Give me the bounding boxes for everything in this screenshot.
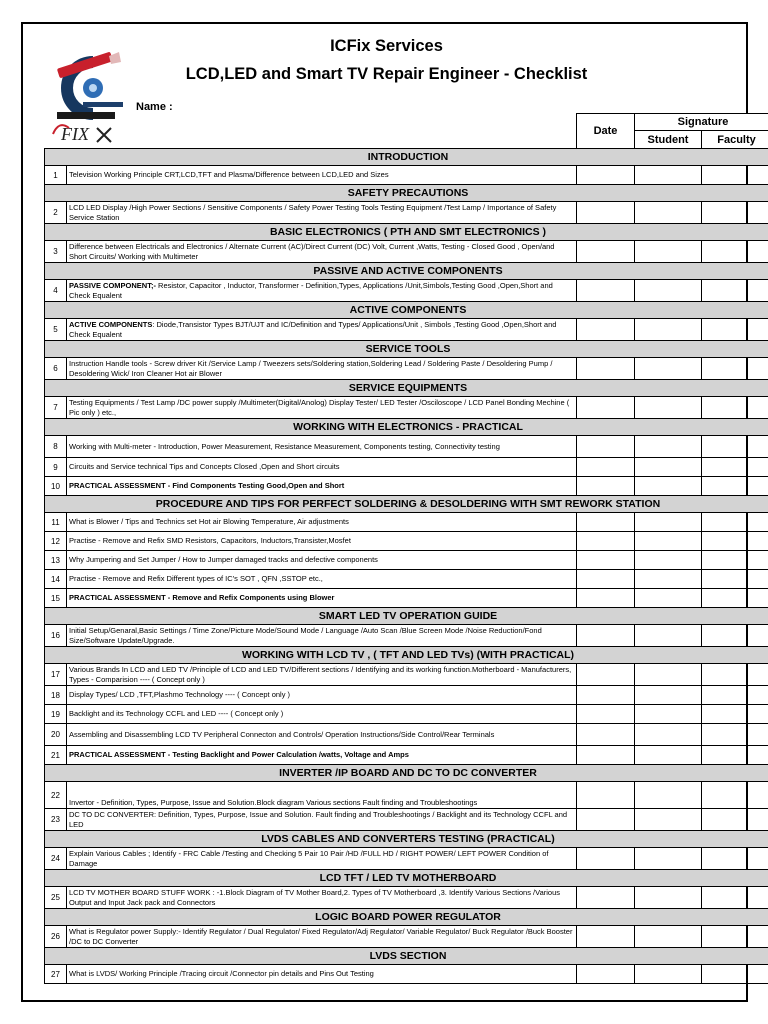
section-title: SERVICE TOOLS (45, 341, 768, 358)
student-signature-cell[interactable] (635, 589, 702, 608)
date-cell[interactable] (577, 477, 635, 496)
item-bold-text: ACTIVE COMPONENTS (69, 319, 153, 329)
item-description (67, 551, 577, 570)
student-signature-cell[interactable] (635, 746, 702, 765)
student-signature-cell[interactable] (635, 782, 702, 809)
faculty-signature-cell[interactable] (702, 513, 768, 532)
item-description (67, 589, 577, 608)
item-number: 23 (45, 809, 67, 831)
student-signature-cell[interactable] (635, 241, 702, 263)
section-row (45, 263, 768, 280)
student-signature-cell[interactable] (635, 532, 702, 551)
faculty-signature-cell[interactable] (702, 458, 768, 477)
faculty-signature-cell[interactable] (702, 724, 768, 746)
item-description (67, 848, 577, 870)
student-signature-cell[interactable] (635, 397, 702, 419)
faculty-signature-cell[interactable] (702, 782, 768, 809)
date-cell[interactable] (577, 625, 635, 647)
date-cell[interactable] (577, 241, 635, 263)
item-text: Testing Equipments / Test Lamp /DC power supply /Multimeter(Digital/Anolog) Display Tester/ LED Tester /Osciloscope / LCD Panel Bonding Mechine ( Pic only ) etc., (69, 397, 570, 417)
item-text: LCD LED Display /High Power Sections / Sensitive Components / Safety Power Testing Tools Testing Equipment /Test Lamp / Importance of Safety Service Station (69, 202, 557, 222)
faculty-signature-cell[interactable] (702, 280, 768, 302)
item-text: Television Working Principle CRT,LCD,TFT and Plasma/Difference between LCD,LED and Sizes (69, 170, 389, 179)
item-number: 17 (45, 664, 67, 686)
item-description (67, 809, 577, 831)
student-signature-cell[interactable] (635, 358, 702, 380)
checklist-item-row (45, 625, 768, 647)
faculty-signature-cell[interactable] (702, 848, 768, 870)
checklist-item-row (45, 664, 768, 686)
item-description (67, 926, 577, 948)
checklist-item-row (45, 589, 768, 608)
student-signature-cell[interactable] (635, 887, 702, 909)
checklist-item-row (45, 848, 768, 870)
section-row (45, 647, 768, 664)
faculty-signature-cell[interactable] (702, 625, 768, 647)
item-number: 9 (45, 458, 67, 477)
item-number: 21 (45, 746, 67, 765)
item-number: 27 (45, 965, 67, 984)
checklist-item-row (45, 436, 768, 458)
item-description (67, 570, 577, 589)
date-cell[interactable] (577, 705, 635, 724)
student-signature-cell[interactable] (635, 513, 702, 532)
item-bold-text: PRACTICAL ASSESSMENT - Testing Backlight and Power Calculation /watts, Voltage and Amps (69, 750, 409, 759)
faculty-signature-cell[interactable] (702, 887, 768, 909)
checklist-item-row (45, 809, 768, 831)
student-header: Student (635, 131, 702, 149)
checklist-item-row (45, 926, 768, 948)
date-cell[interactable] (577, 166, 635, 185)
checklist-item-row (45, 166, 768, 185)
item-number: 10 (45, 477, 67, 496)
faculty-signature-cell[interactable] (702, 746, 768, 765)
student-signature-cell[interactable] (635, 458, 702, 477)
item-text: Circuits and Service technical Tips and Concepts Closed ,Open and Short circuits (69, 462, 340, 471)
item-text: What is LVDS/ Working Principle /Tracing circuit /Connector pin details and Pins Out Testing (69, 969, 374, 978)
item-description (67, 319, 577, 341)
student-signature-cell[interactable] (635, 724, 702, 746)
item-number: 6 (45, 358, 67, 380)
student-signature-cell[interactable] (635, 926, 702, 948)
checklist-table (44, 113, 768, 984)
student-signature-cell[interactable] (635, 166, 702, 185)
item-description (67, 436, 577, 458)
item-text: Invertor - Definition, Types, Purpose, Issue and Solution.Block diagram Various sections Fault finding and Troubleshootings (69, 798, 478, 807)
checklist-item-row (45, 686, 768, 705)
faculty-signature-cell[interactable] (702, 809, 768, 831)
student-signature-cell[interactable] (635, 705, 702, 724)
faculty-signature-cell[interactable] (702, 202, 768, 224)
date-cell[interactable] (577, 589, 635, 608)
item-bold-text: PRACTICAL ASSESSMENT - Find Components Testing Good,Open and Short (69, 481, 345, 490)
student-signature-cell[interactable] (635, 319, 702, 341)
item-number: 25 (45, 887, 67, 909)
item-description (67, 887, 577, 909)
checklist-item-row (45, 202, 768, 224)
date-cell[interactable] (577, 202, 635, 224)
item-number: 13 (45, 551, 67, 570)
item-number: 2 (45, 202, 67, 224)
item-description (67, 280, 577, 302)
page-title: LCD,LED and Smart TV Repair Engineer - Checklist (185, 65, 588, 83)
faculty-signature-cell[interactable] (702, 965, 768, 984)
checklist-item-row (45, 319, 768, 341)
student-signature-cell[interactable] (635, 686, 702, 705)
section-title: INTRODUCTION (45, 149, 768, 166)
checklist-item-row (45, 551, 768, 570)
checklist-item-row (45, 965, 768, 984)
item-text: Practise - Remove and Refix SMD Resistors, Capacitors, Inductors,Transister,Mosfet (69, 536, 351, 545)
item-description (67, 358, 577, 380)
item-text: Practise - Remove and Refix Different types of IC's SOT , QFN ,SSTOP etc., (69, 574, 323, 583)
date-cell[interactable] (577, 436, 635, 458)
item-text: Assembling and Disassembling LCD TV Peripheral Connecton and Controls/ Operation Instructions/Side Control/Rear Terminals (69, 729, 495, 739)
item-bold-text: PRACTICAL ASSESSMENT - Remove and Refix Components using Blower (69, 593, 335, 602)
date-cell[interactable] (577, 551, 635, 570)
item-description (67, 724, 577, 746)
item-number: 26 (45, 926, 67, 948)
svg-text:FIX: FIX (61, 124, 89, 144)
item-number: 11 (45, 513, 67, 532)
section-row (45, 380, 768, 397)
signature-header: Signature (635, 114, 768, 131)
item-number: 19 (45, 705, 67, 724)
item-number: 5 (45, 319, 67, 341)
checklist-item-row (45, 724, 768, 746)
item-number: 4 (45, 280, 67, 302)
section-title: BASIC ELECTRONICS ( PTH AND SMT ELECTRONICS ) (45, 224, 768, 241)
item-text: Display Types/ LCD ,TFT,Plashmo Technology ---- ( Concept only ) (69, 690, 291, 699)
section-title: PROCEDURE AND TIPS FOR PERFECT SOLDERING & DESOLDERING WITH SMT REWORK STATION (45, 496, 768, 513)
date-cell[interactable] (577, 965, 635, 984)
section-row (45, 185, 768, 202)
item-number: 24 (45, 848, 67, 870)
item-number: 20 (45, 724, 67, 746)
item-text: DC TO DC CONVERTER: Definition, Types, Purpose, Issue and Solution. Fault finding and Troubleshootings / Backlight and its Technology CCFL and LED (69, 809, 568, 829)
checklist-item-row (45, 705, 768, 724)
item-number: 18 (45, 686, 67, 705)
section-title: ACTIVE COMPONENTS (45, 302, 768, 319)
faculty-signature-cell[interactable] (702, 166, 768, 185)
item-description (67, 477, 577, 496)
item-text: Explain Various Cables ; Identify - FRC Cable /Testing and Checking 5 Pair 10 Pair /HD /FULL HD / RIGHT POWER/ LEFT POWER Condition of Damage (69, 848, 549, 868)
item-text: What is Blower / Tips and Technics set Hot air Blowing Temperature, Air adjustments (69, 517, 349, 526)
item-number: 22 (45, 782, 67, 809)
section-title: SAFETY PRECAUTIONS (45, 185, 768, 202)
date-header: Date (577, 114, 635, 149)
company-name: ICFix Services (330, 37, 443, 55)
item-description (67, 625, 577, 647)
faculty-signature-cell[interactable] (702, 589, 768, 608)
section-title: PASSIVE AND ACTIVE COMPONENTS (45, 263, 768, 280)
item-description (67, 458, 577, 477)
student-signature-cell[interactable] (635, 477, 702, 496)
section-row (45, 149, 768, 166)
section-title: LOGIC BOARD POWER REGULATOR (45, 909, 768, 926)
section-title: INVERTER /IP BOARD AND DC TO DC CONVERTER (45, 765, 768, 782)
student-signature-cell[interactable] (635, 664, 702, 686)
item-bold-text: PASSIVE COMPONENT;- (69, 280, 156, 290)
date-cell[interactable] (577, 319, 635, 341)
student-signature-cell[interactable] (635, 280, 702, 302)
item-text: Why Jumpering and Set Jumper / How to Jumper damaged tracks and defective components (69, 555, 378, 564)
item-description (67, 782, 577, 809)
student-signature-cell[interactable] (635, 809, 702, 831)
date-cell[interactable] (577, 358, 635, 380)
item-text: Working with Multi-meter - Introduction, Power Measurement, Resistance Measurement, Components testing, Connectivity testing (69, 441, 500, 451)
faculty-signature-cell[interactable] (702, 358, 768, 380)
checklist-item-row (45, 280, 768, 302)
checklist-item-row (45, 458, 768, 477)
date-cell[interactable] (577, 809, 635, 831)
section-row (45, 419, 768, 436)
date-cell[interactable] (577, 746, 635, 765)
section-title: LVDS SECTION (45, 948, 768, 965)
date-cell[interactable] (577, 926, 635, 948)
item-text: Resistor, Capacitor , Inductor, Transformer - Definition,Types, Applications /Unit,Simbols,Testing Good ,Open,Short and Check Equalent (69, 280, 553, 300)
item-description (67, 202, 577, 224)
name-label: Name : (136, 101, 173, 113)
faculty-signature-cell[interactable] (702, 686, 768, 705)
checklist-item-row (45, 782, 768, 809)
student-signature-cell[interactable] (635, 202, 702, 224)
date-cell[interactable] (577, 887, 635, 909)
section-row (45, 608, 768, 625)
faculty-signature-cell[interactable] (702, 551, 768, 570)
item-number: 7 (45, 397, 67, 419)
checklist-item-row (45, 887, 768, 909)
item-text: Instruction Handle tools - Screw driver Kit /Service Lamp / Tweezers sets/Soldering station,Soldering Lead / Soldering Paste / Desoldering Pump / Desoldering Wick/ Iron Cleaner Hot air Blower (69, 358, 553, 378)
section-row (45, 224, 768, 241)
section-row (45, 870, 768, 887)
date-cell[interactable] (577, 397, 635, 419)
date-cell[interactable] (577, 513, 635, 532)
student-signature-cell[interactable] (635, 625, 702, 647)
item-description (67, 746, 577, 765)
item-description (67, 532, 577, 551)
faculty-header: Faculty (702, 131, 768, 149)
faculty-signature-cell[interactable] (702, 664, 768, 686)
item-number: 15 (45, 589, 67, 608)
checklist-item-row (45, 397, 768, 419)
checklist-sheet (21, 22, 756, 1002)
item-description (67, 513, 577, 532)
date-cell[interactable] (577, 280, 635, 302)
item-description (67, 705, 577, 724)
faculty-signature-cell[interactable] (702, 570, 768, 589)
date-cell[interactable] (577, 458, 635, 477)
checklist-item-row (45, 241, 768, 263)
checklist-item-row (45, 570, 768, 589)
faculty-signature-cell[interactable] (702, 926, 768, 948)
section-row (45, 341, 768, 358)
item-description (67, 686, 577, 705)
student-signature-cell[interactable] (635, 570, 702, 589)
section-row (45, 765, 768, 782)
item-text: Initial Setup/Genaral,Basic Settings / Time Zone/Picture Mode/Sound Mode / Language /Auto Scan /Blue Screen Mode /Noise Reduction/Fond Size/Software Update/Upgrade. (69, 625, 542, 645)
faculty-signature-cell[interactable] (702, 705, 768, 724)
section-title: WORKING WITH ELECTRONICS - PRACTICAL (45, 419, 768, 436)
item-text: LCD TV MOTHER BOARD STUFF WORK : -1.Block Diagram of TV Mother Board,2. Types of TV Motherboard ,3. Identify Various Sections /Various Output and Input Jack pack and Connectors (69, 887, 561, 907)
item-text: Various Brands In LCD and LED TV /Principle of LCD and LED TV/Different sections / Identifying and its working function.Motherboard - Manufacturers, Types - Comparision ---- ( Concept only ) (69, 664, 572, 684)
date-cell[interactable] (577, 782, 635, 809)
section-title: LCD TFT / LED TV MOTHERBOARD (45, 870, 768, 887)
faculty-signature-cell[interactable] (702, 532, 768, 551)
item-description (67, 664, 577, 686)
section-title: SMART LED TV OPERATION GUIDE (45, 608, 768, 625)
section-row (45, 831, 768, 848)
item-number: 14 (45, 570, 67, 589)
checklist-item-row (45, 477, 768, 496)
faculty-signature-cell[interactable] (702, 397, 768, 419)
item-number: 8 (45, 436, 67, 458)
item-number: 16 (45, 625, 67, 647)
item-number: 1 (45, 166, 67, 185)
item-number: 3 (45, 241, 67, 263)
item-text: What is Regulator power Supply:- Identify Regulator / Dual Regulator/ Fixed Regulator/Adj Regulator/ Variable Regulator/ Buck Regulator /Buck Booster /DC to DC Converter (69, 926, 573, 946)
faculty-signature-cell[interactable] (702, 241, 768, 263)
checklist-item-row (45, 532, 768, 551)
section-row (45, 496, 768, 513)
section-row (45, 948, 768, 965)
item-text: : Diode,Transistor Types BJT/UJT and IC/Definition and Types/ Applications/Unit , Simbols ,Testing Good ,Open,Short and Check Equalent (69, 319, 557, 339)
date-cell[interactable] (577, 686, 635, 705)
section-row (45, 302, 768, 319)
faculty-signature-cell[interactable] (702, 477, 768, 496)
date-cell[interactable] (577, 724, 635, 746)
date-cell[interactable] (577, 848, 635, 870)
student-signature-cell[interactable] (635, 436, 702, 458)
checklist-item-row (45, 358, 768, 380)
date-cell[interactable] (577, 664, 635, 686)
checklist-item-row (45, 746, 768, 765)
item-description (67, 397, 577, 419)
section-title: WORKING WITH LCD TV , ( TFT AND LED TVs) (WITH PRACTICAL) (45, 647, 768, 664)
student-signature-cell[interactable] (635, 965, 702, 984)
section-title: LVDS CABLES AND CONVERTERS TESTING (PRACTICAL) (45, 831, 768, 848)
item-description (67, 166, 577, 185)
item-number: 12 (45, 532, 67, 551)
section-row (45, 909, 768, 926)
date-cell[interactable] (577, 532, 635, 551)
faculty-signature-cell[interactable] (702, 319, 768, 341)
section-title: SERVICE EQUIPMENTS (45, 380, 768, 397)
item-description (67, 241, 577, 263)
student-signature-cell[interactable] (635, 848, 702, 870)
checklist-item-row (45, 513, 768, 532)
date-cell[interactable] (577, 570, 635, 589)
faculty-signature-cell[interactable] (702, 436, 768, 458)
item-text: Difference between Electricals and Electronics / Alternate Current (AC)/Direct Current (DC) Volt, Current ,Watts, Testing - Closed Good , Open/and Short Circuits/ Working with Multimeter (69, 241, 555, 261)
item-description (67, 965, 577, 984)
student-signature-cell[interactable] (635, 551, 702, 570)
item-text: Backlight and its Technology CCFL and LED ---- ( Concept only ) (69, 709, 284, 718)
